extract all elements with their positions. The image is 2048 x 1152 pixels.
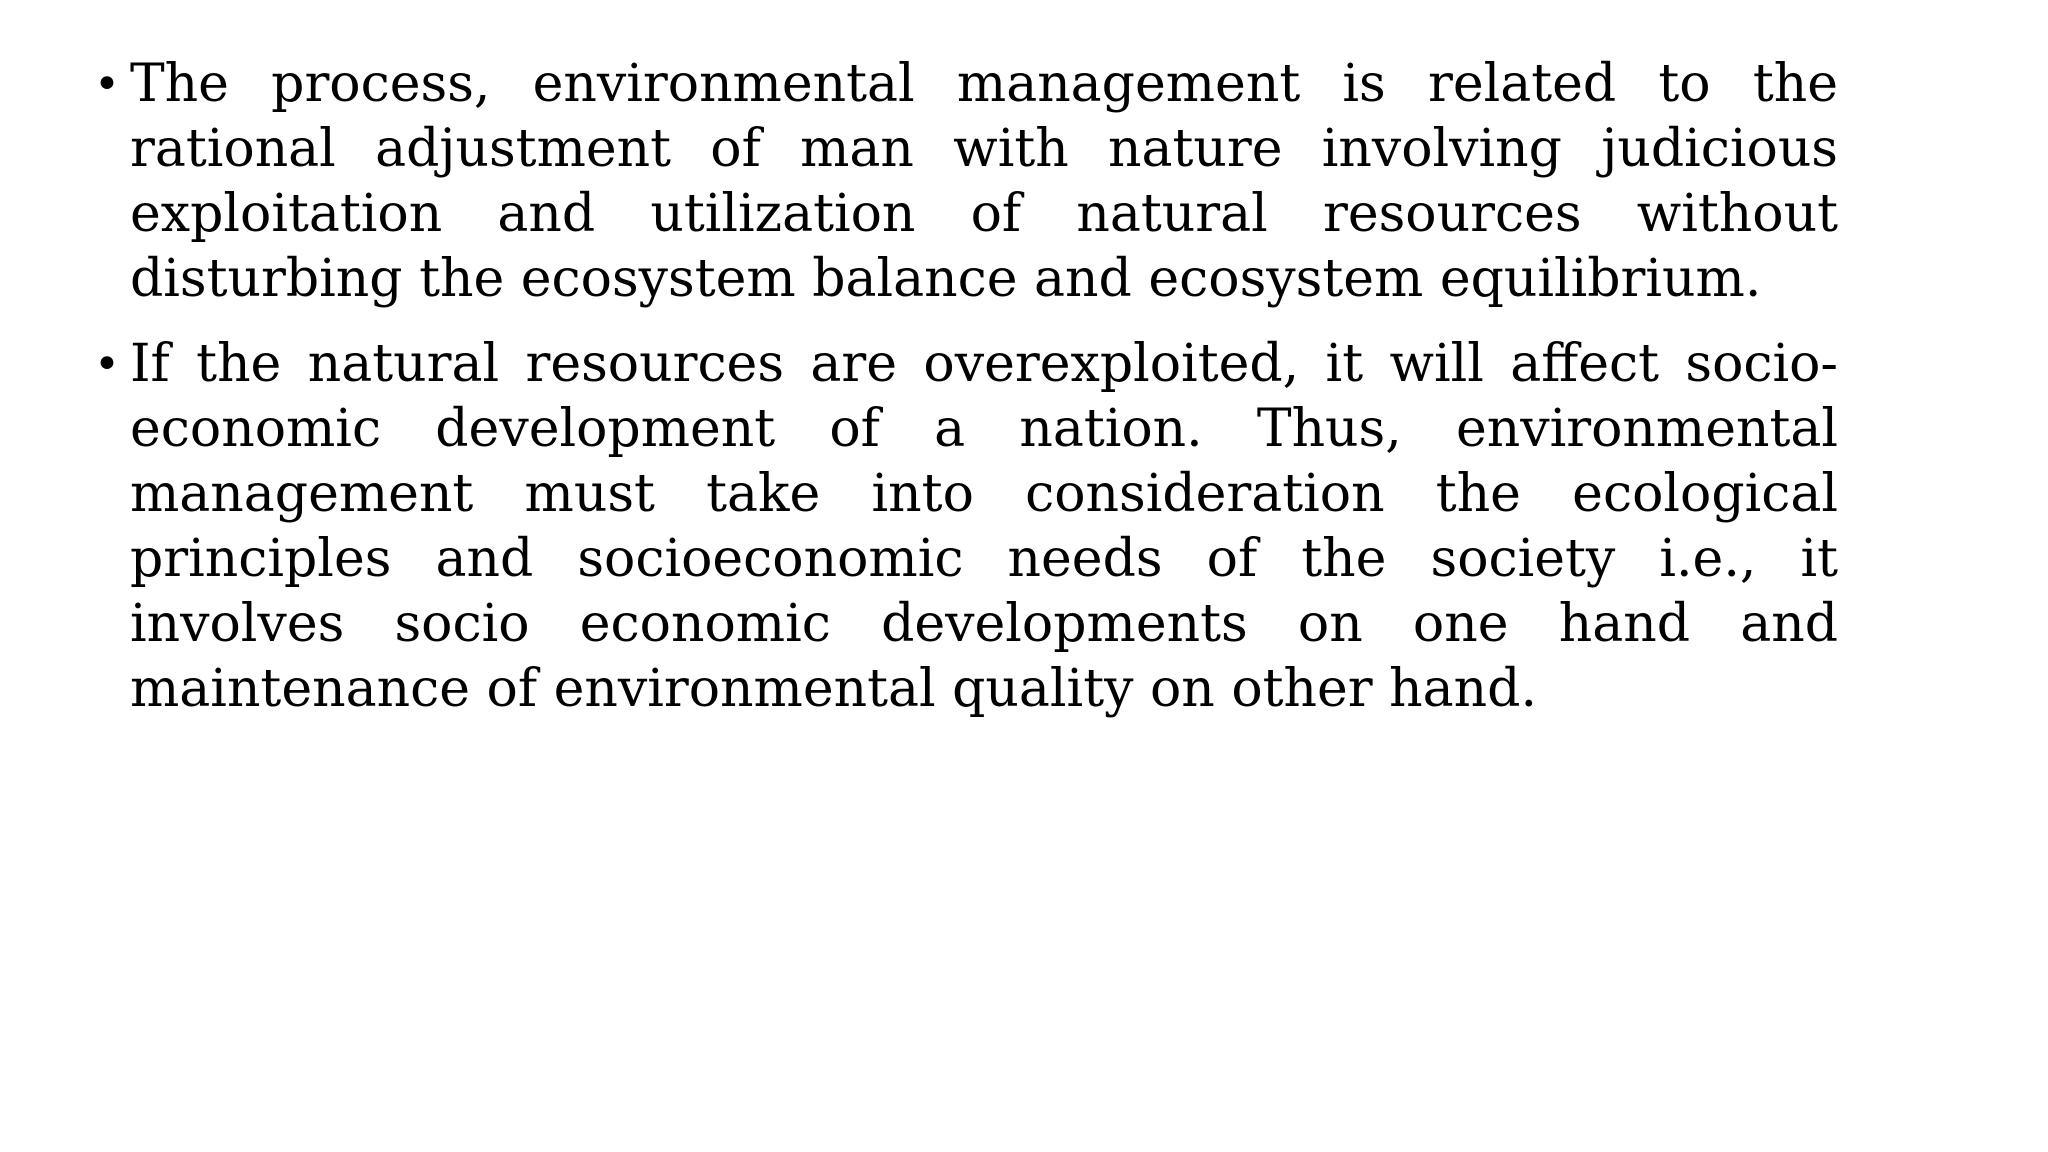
bullet-text: The process, environmental management is related to the rational adjustment of man with nature involving judicious exploitation and utilization of natural resources without disturbing the ecosystem balance and ecosystem equilibrium. (130, 54, 1838, 309)
bullet-item-2 (88, 332, 1838, 722)
bullet-marker: • (94, 59, 120, 110)
bullet-marker: • (94, 339, 120, 390)
bullet-list (88, 52, 1838, 742)
bullet-text: If the natural resources are overexploited, it will affect socio-economic development of a nation. Thus, environmental management must take into consideration the ecological principles and socioeconomic needs of the society i.e., it involves socio economic developments on one hand and maintenance of environmental quality on other hand. (130, 334, 1838, 719)
bullet-item-1 (88, 52, 1838, 312)
